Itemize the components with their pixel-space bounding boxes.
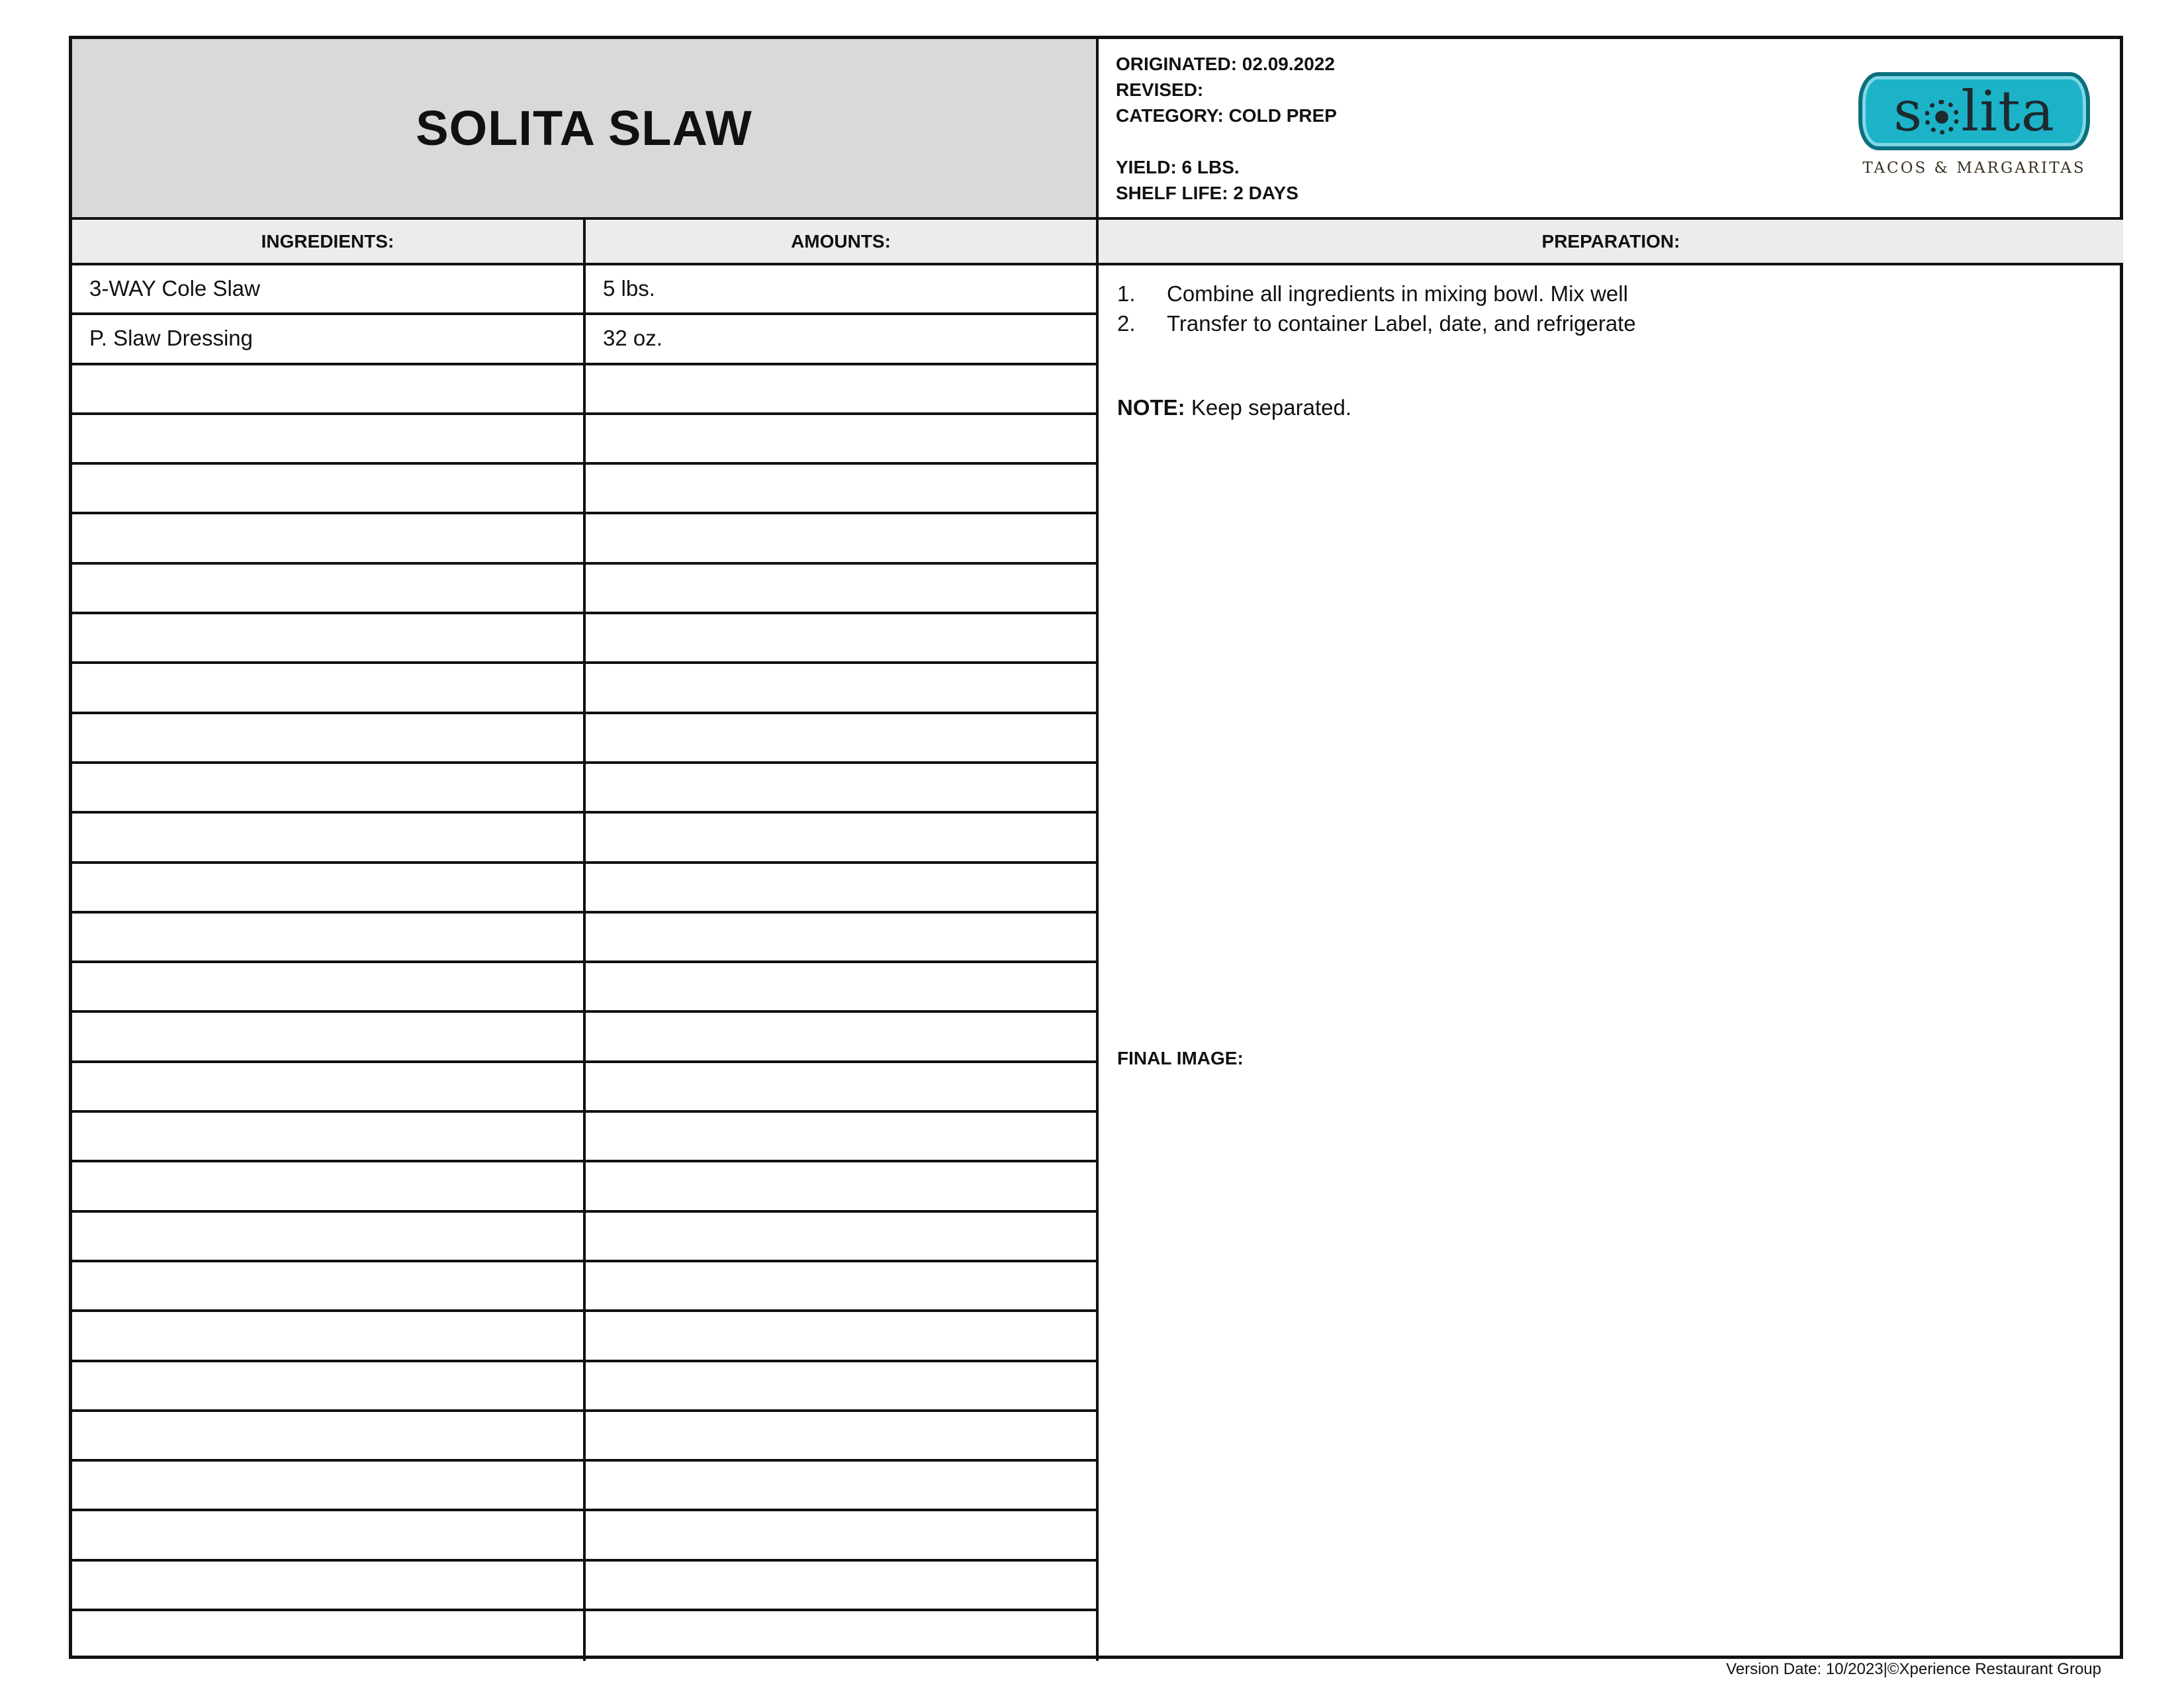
ingredient-amount [586,1013,1099,1060]
ingredient-amount [586,514,1099,561]
ingredient-row [72,814,1099,863]
ingredient-name: 3-WAY Cole Slaw [72,265,586,312]
ingredient-amount [586,1511,1099,1558]
ingredient-row [72,764,1099,814]
ingredient-row [72,1013,1099,1062]
ingredient-amount [586,1213,1099,1260]
ingredient-amount [586,814,1099,861]
ingredient-amount [586,1562,1099,1609]
ingredient-row [72,1312,1099,1362]
ingredient-row [72,565,1099,614]
logo-badge [1858,72,2090,150]
ingredient-name [72,664,586,711]
step-text: Combine all ingredients in mixing bowl. Mix well [1167,281,1628,306]
ingredient-row [72,514,1099,564]
ingredient-amount [586,864,1099,911]
ingredient-amount: 32 oz. [586,315,1099,362]
category: CATEGORY: COLD PREP [1116,105,1337,126]
ingredient-row [72,315,1099,365]
ingredient-row [72,265,1099,315]
ingredient-name [72,1113,586,1160]
ingredient-row [72,664,1099,714]
ingredient-name [72,514,586,561]
version-footer: Version Date: 10/2023|©Xperience Restaurant Group [1726,1660,2101,1678]
prep-step [1117,279,2105,308]
ingredient-name [72,914,586,961]
ingredient-name [72,1562,586,1609]
ingredient-amount [586,415,1099,462]
step-number: 2. [1117,311,1136,336]
ingredient-amount: 5 lbs. [586,265,1099,312]
ingredient-name [72,714,586,761]
ingredient-amount [586,1611,1099,1661]
ingredient-name [72,764,586,811]
ingredient-amount [586,764,1099,811]
ingredient-row [72,1362,1099,1412]
ingredient-row [72,1162,1099,1212]
ingredient-amount [586,565,1099,612]
ingredient-amount [586,664,1099,711]
ingredient-name [72,565,586,612]
ingredient-name [72,1312,586,1359]
prep-step [1117,308,2105,338]
ingredient-row [72,1262,1099,1312]
ingredient-amount [586,963,1099,1010]
ingredient-amount [586,465,1099,512]
ingredient-name [72,1611,586,1661]
ingredient-row [72,614,1099,664]
ingredient-row [72,1462,1099,1511]
ingredients-table [72,265,1099,1659]
preparation-section [1099,265,2123,1659]
revised-date: REVISED: [1116,79,1204,100]
ingredient-amount [586,365,1099,412]
ingredient-row [72,714,1099,764]
ingredient-name [72,814,586,861]
ingredient-row [72,1562,1099,1611]
final-image-label: FINAL IMAGE: [1117,1048,1244,1068]
ingredient-name [72,864,586,911]
ingredient-amount [586,1362,1099,1409]
ingredient-name [72,1362,586,1409]
ingredient-name [72,1213,586,1260]
ingredient-row [72,415,1099,465]
ingredient-row [72,1063,1099,1113]
shelf-life: SHELF LIFE: 2 DAYS [1116,183,1298,203]
ingredient-amount [586,1063,1099,1110]
recipe-card [69,36,2123,1659]
sun-icon [1925,100,1959,134]
logo-wordmark: s lita [1893,79,2055,144]
ingredient-name: P. Slaw Dressing [72,315,586,362]
ingredient-name [72,1063,586,1110]
ingredient-amount [586,914,1099,961]
amounts-header: AMOUNTS: [586,220,1099,265]
recipe-title: SOLITA SLAW [416,101,752,156]
ingredient-row [72,1412,1099,1462]
ingredient-row [72,365,1099,415]
ingredient-row [72,465,1099,514]
logo-tagline: TACOS & MARGARITAS [1862,160,2086,177]
ingredient-name [72,1462,586,1509]
note-label: NOTE: [1117,395,1185,420]
ingredient-row [72,1113,1099,1162]
ingredient-row [72,1611,1099,1661]
solita-logo [1858,72,2097,185]
ingredient-row [72,914,1099,963]
ingredient-row [72,1213,1099,1262]
recipe-meta [1099,39,2123,220]
ingredient-name [72,963,586,1010]
note-text: Keep separated. [1185,395,1352,420]
yield: YIELD: 6 LBS. [1116,157,1240,177]
step-number: 1. [1117,281,1136,306]
ingredient-row [72,1511,1099,1561]
ingredient-amount [586,1312,1099,1359]
ingredient-name [72,465,586,512]
ingredient-name [72,1412,586,1459]
title-cell [72,39,1099,220]
ingredient-name [72,1262,586,1309]
ingredient-name [72,614,586,661]
originated-date: ORIGINATED: 02.09.2022 [1116,54,1335,74]
ingredient-amount [586,1412,1099,1459]
prep-note [1117,395,2105,420]
ingredient-amount [586,714,1099,761]
ingredient-amount [586,614,1099,661]
ingredient-name [72,415,586,462]
ingredient-name [72,1013,586,1060]
ingredient-name [72,1511,586,1558]
ingredient-amount [586,1113,1099,1160]
preparation-header: PREPARATION: [1099,220,2123,265]
ingredient-amount [586,1462,1099,1509]
ingredient-row [72,963,1099,1013]
ingredient-amount [586,1262,1099,1309]
ingredient-name [72,365,586,412]
ingredient-row [72,864,1099,914]
ingredient-name [72,1162,586,1209]
ingredient-amount [586,1162,1099,1209]
step-text: Transfer to container Label, date, and refrigerate [1167,311,1636,336]
ingredients-header: INGREDIENTS: [72,220,586,265]
